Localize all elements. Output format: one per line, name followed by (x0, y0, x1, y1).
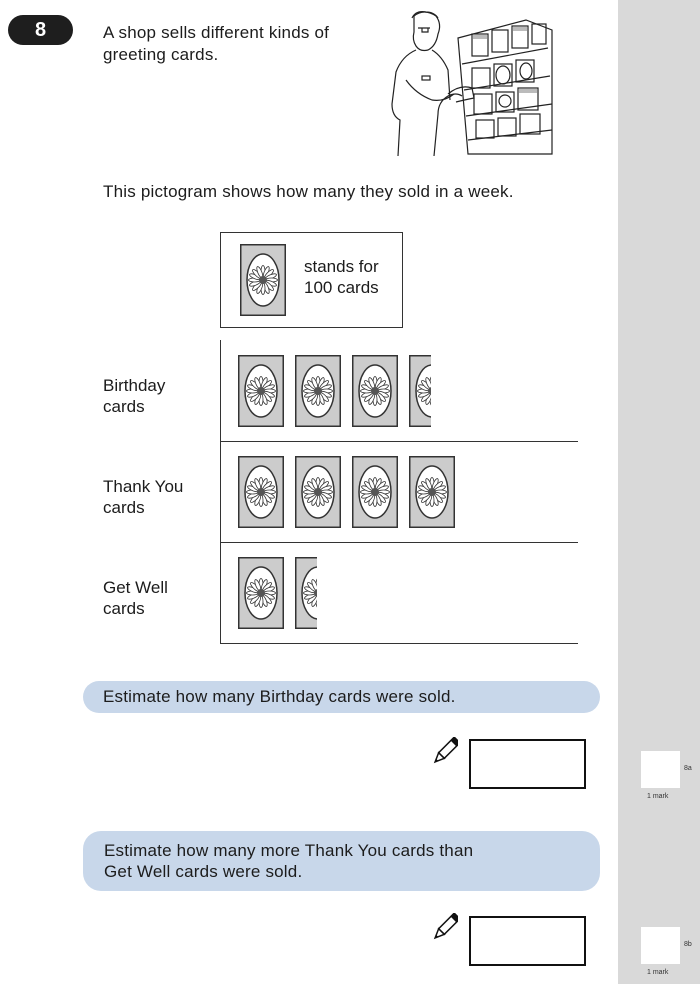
prompt-line: Estimate how many Birthday cards were sold. (103, 687, 456, 706)
row-label-line: cards (103, 498, 145, 517)
row-label-birthday (103, 375, 165, 417)
flower-card-icon (352, 355, 398, 427)
flower-card-icon (295, 557, 317, 629)
prompt-line: Estimate how many more Thank You cards than (104, 841, 474, 860)
pictogram-divider (220, 542, 578, 543)
pictogram-divider (220, 441, 578, 442)
mark-label-8b: 1 mark (647, 969, 669, 976)
flower-card-icon (409, 456, 455, 528)
row-label-line: Get Well (103, 578, 168, 597)
question-number: 8 (8, 15, 73, 45)
row-label-get-well (103, 577, 168, 619)
shop-card-rack-illustration (376, 4, 554, 156)
flower-card-icon (238, 557, 284, 629)
key-text-line: 100 cards (304, 278, 379, 297)
mark-box-8a[interactable] (641, 751, 680, 788)
pencil-icon (432, 737, 458, 767)
pictogram-axis (220, 340, 221, 643)
flower-card-icon (240, 244, 286, 321)
flower-card-icon (295, 355, 341, 427)
flower-card-icon (238, 456, 284, 528)
key-label (304, 256, 379, 298)
mark-code-8b: 8b (684, 941, 692, 948)
mark-label-8a: 1 mark (647, 793, 669, 800)
row-label-line: Thank You (103, 477, 184, 496)
flower-card-icon (409, 355, 431, 427)
row-label-line: cards (103, 599, 145, 618)
row-label-thank-you (103, 476, 183, 518)
flower-card-icon (238, 355, 284, 427)
mark-box-8b[interactable] (641, 927, 680, 964)
intro-line: greeting cards. (103, 45, 219, 64)
pictogram-divider (220, 643, 578, 644)
pictogram-intro: This pictogram shows how many they sold in a week. (103, 182, 514, 201)
mark-code-8a: 8a (684, 765, 692, 772)
flower-card-icon (295, 456, 341, 528)
row-label-line: Birthday (103, 376, 166, 395)
intro-line: A shop sells different kinds of (103, 23, 330, 42)
question-part-a (83, 681, 600, 713)
question-intro (103, 22, 373, 66)
answer-box-a[interactable] (469, 739, 586, 789)
pictogram-key (220, 232, 403, 328)
key-text-line: stands for (304, 257, 379, 276)
prompt-line: Get Well cards were sold. (104, 862, 303, 881)
flower-card-icon (352, 456, 398, 528)
pencil-icon (432, 913, 458, 943)
question-part-b (83, 831, 600, 891)
row-label-line: cards (103, 397, 145, 416)
answer-box-b[interactable] (469, 916, 586, 966)
marking-margin (618, 0, 700, 984)
